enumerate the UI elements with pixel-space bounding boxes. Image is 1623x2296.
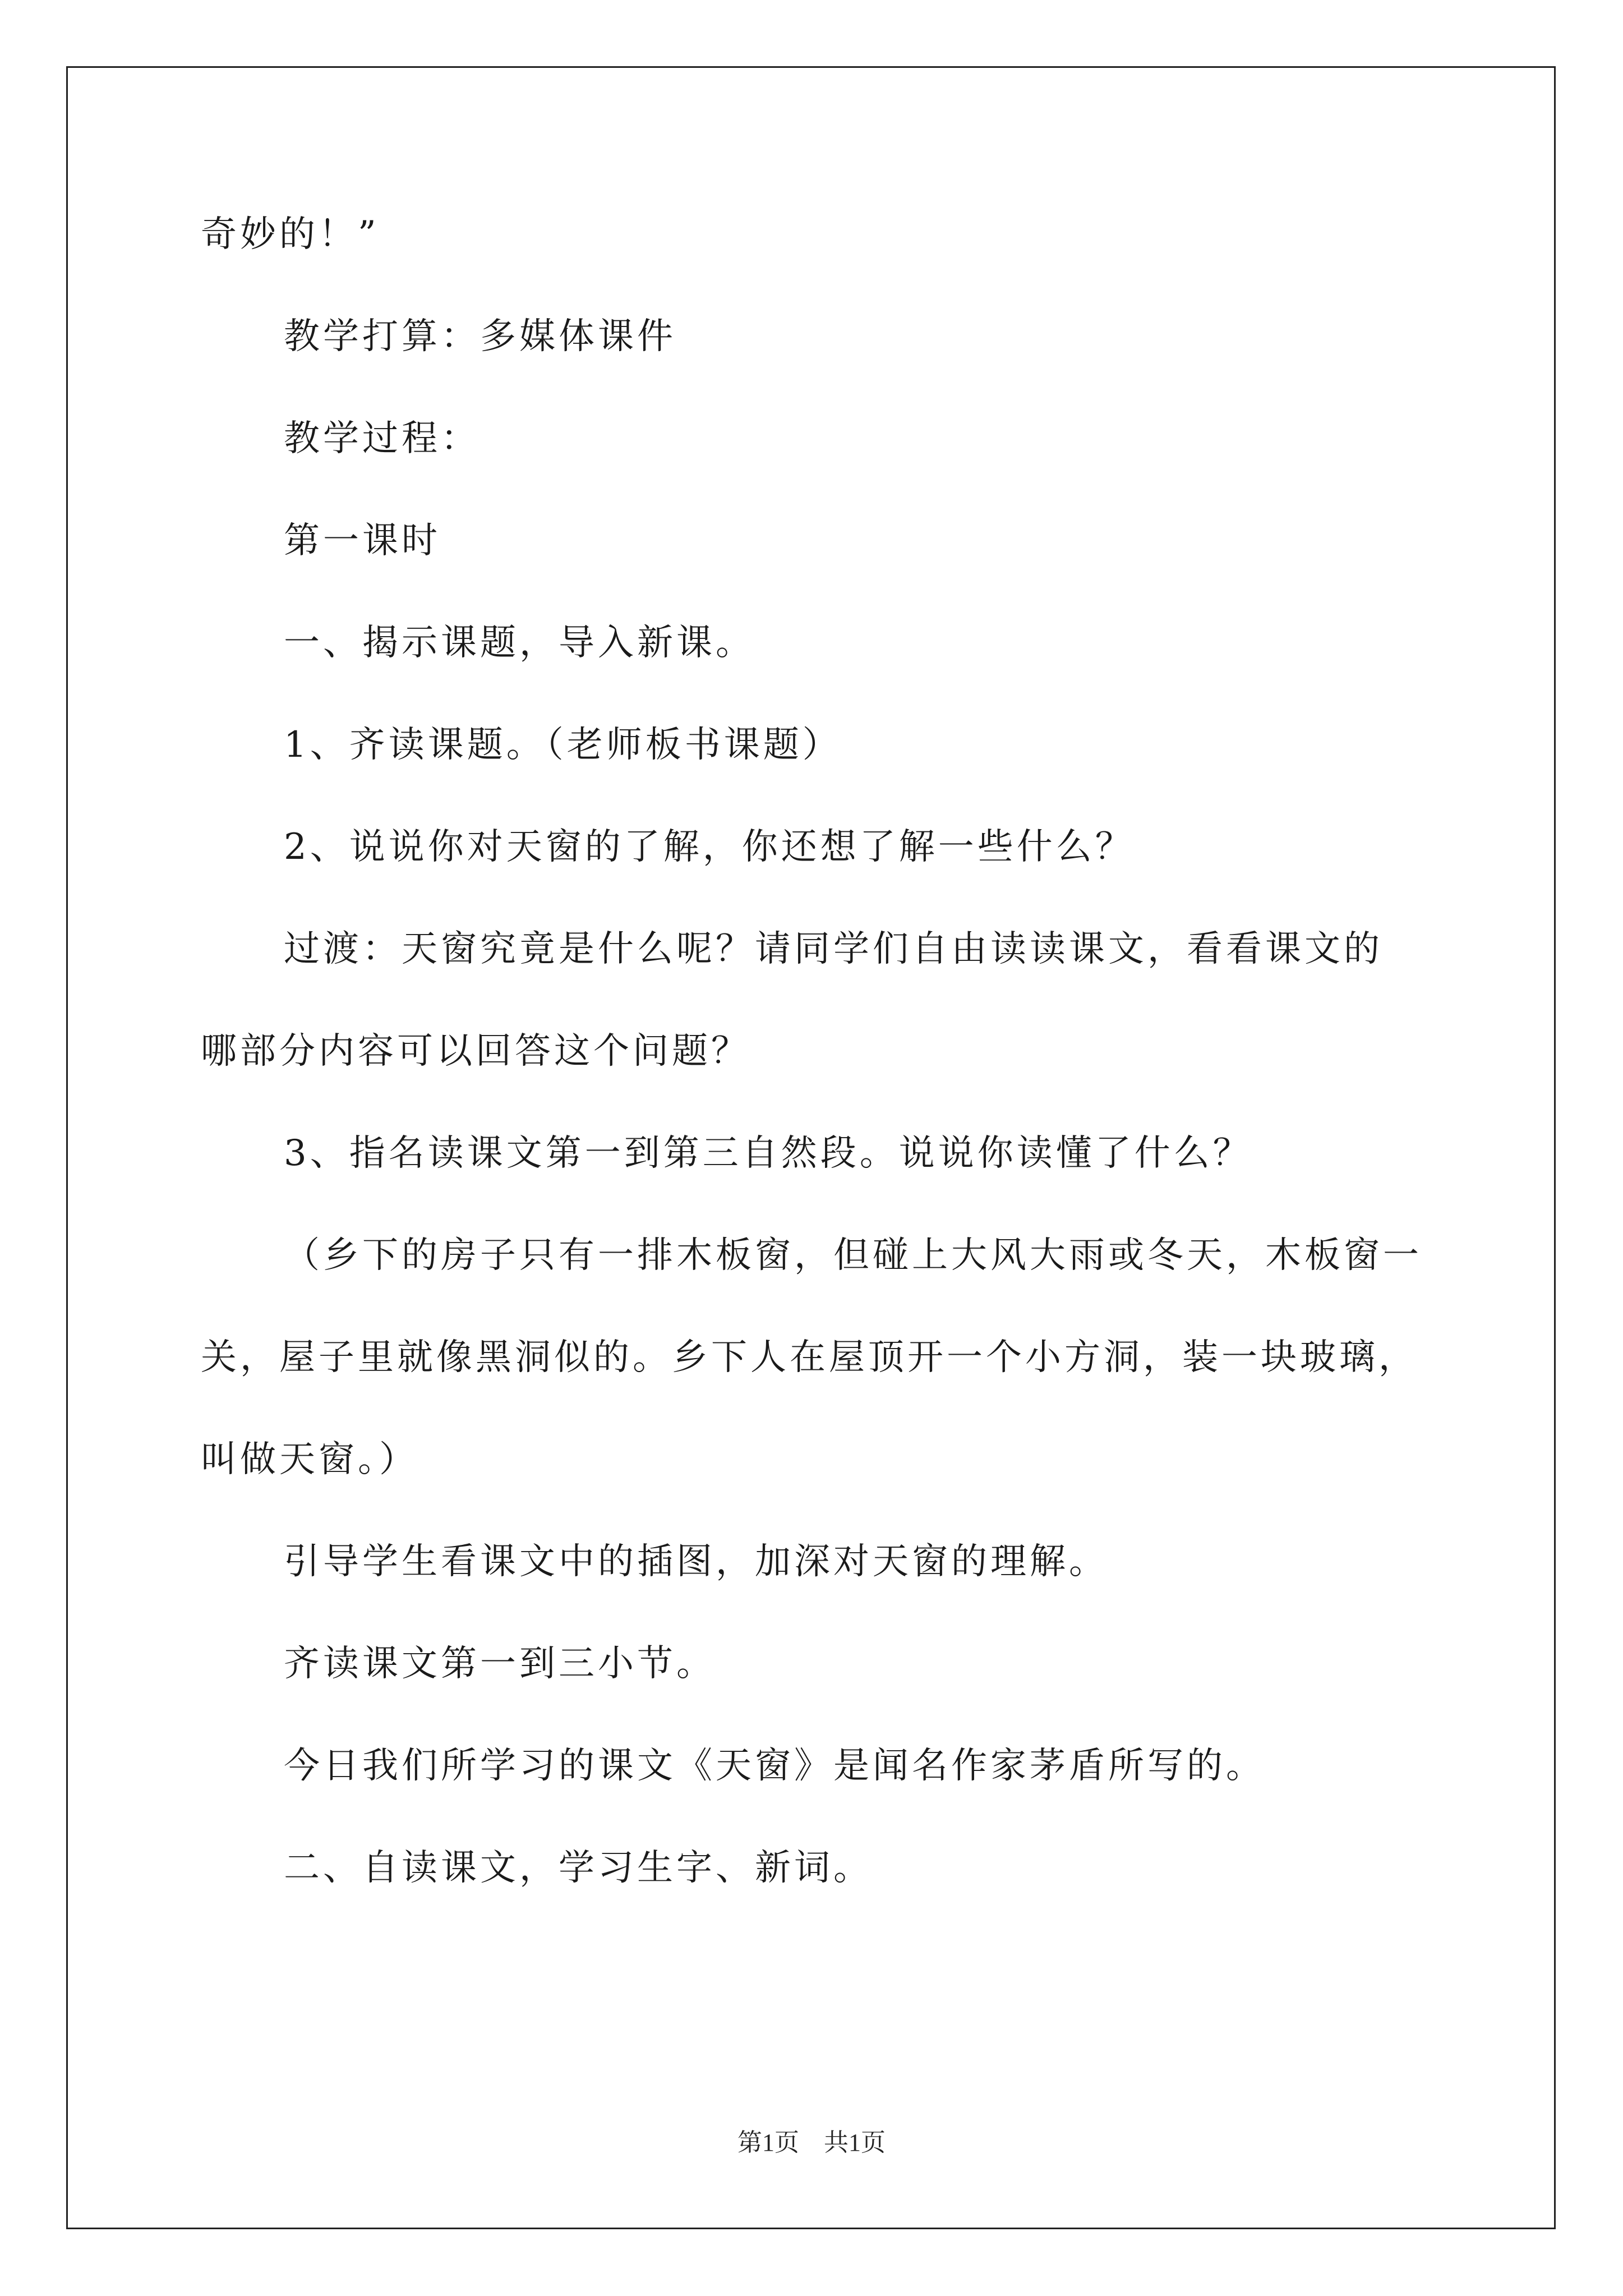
text-line: 2、说说你对天窗的了解，你还想了解一些什么？	[284, 826, 1135, 868]
text-line: 哪部分内容可以回答这个问题？	[201, 1030, 750, 1072]
text-line: 今日我们所学习的课文《天窗》是闻名作家茅盾所写的。	[284, 1745, 1265, 1787]
text-line: 第一课时	[284, 520, 441, 562]
text-line: 关，屋子里就像黑洞似的。乡下人在屋顶开一个小方洞，装一块玻璃，	[201, 1337, 1418, 1378]
text-line: 二、自读课文，学习生字、新词。	[284, 1847, 873, 1889]
page-total: 共1页	[824, 2129, 886, 2156]
text-line: （乡下的房子只有一排木板窗，但碰上大风大雨或冬天，木板窗一	[284, 1235, 1422, 1276]
text-line: 齐读课文第一到三小节。	[284, 1643, 716, 1685]
text-line: 引导学生看课文中的插图，加深对天窗的理解。	[284, 1541, 1108, 1582]
text-line: 3、指名读课文第一到第三自然段。说说你读懂了什么？	[284, 1133, 1252, 1174]
page-number: 第1页	[737, 2129, 799, 2156]
text-line: 1、齐读课题。（老师板书课题）	[284, 724, 842, 766]
text-line: 教学过程：	[284, 418, 480, 459]
text-line: 教学打算：多媒体课件	[284, 316, 676, 357]
text-line: 叫做天窗。）	[201, 1439, 418, 1480]
text-line: 一、揭示课题，导入新课。	[284, 622, 755, 664]
page-footer	[0, 2127, 1623, 2159]
text-line: 奇妙的！”	[201, 214, 380, 255]
text-line: 过渡：天窗究竟是什么呢？请同学们自由读读课文，看看课文的	[284, 928, 1383, 970]
